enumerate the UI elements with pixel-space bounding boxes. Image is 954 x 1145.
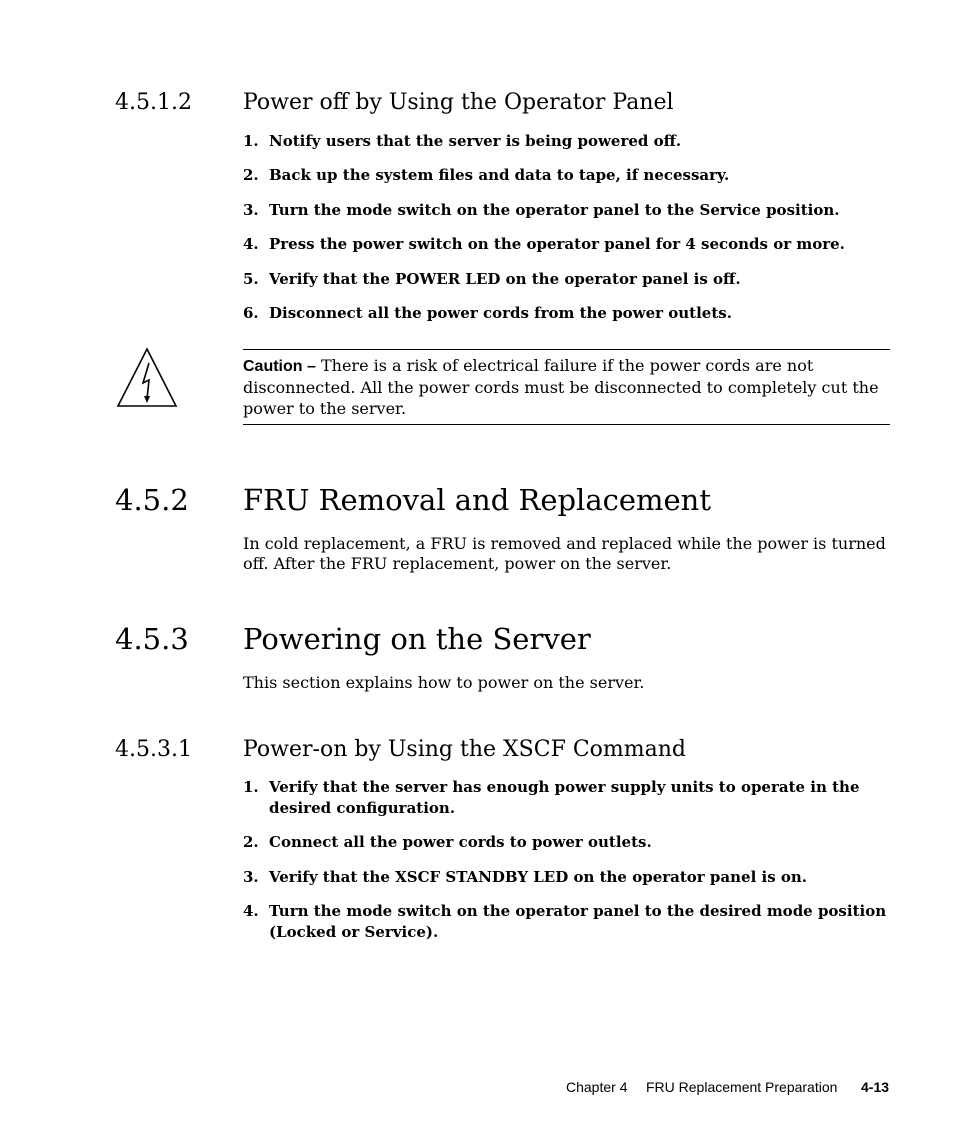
step-text: Back up the system files and data to tape, if necessary.: [269, 166, 730, 184]
caution-top-rule: [243, 349, 890, 350]
list-item: [243, 269, 903, 290]
step-text: Verify that the server has enough power supply units to operate in the desired configuration.: [269, 778, 860, 817]
list-item: [243, 200, 903, 221]
caution-body: There is a risk of electrical failure if the power cords are not disconnected. All the power cords must be disconnected to completely cut the power to the server.: [243, 356, 879, 418]
step-number: 1.: [243, 132, 259, 150]
step-number: 3.: [243, 868, 259, 886]
paragraph: This section explains how to power on the server.: [243, 673, 645, 692]
list-item: [243, 832, 903, 853]
list-item: [243, 234, 903, 255]
footer-chapter-title: FRU Replacement Preparation: [646, 1079, 838, 1095]
list-item: [243, 867, 903, 888]
section-title: Power off by Using the Operator Panel: [243, 90, 674, 115]
section-title: Powering on the Server: [243, 622, 591, 656]
step-number: 4.: [243, 235, 259, 253]
section-number: 4.5.3: [115, 622, 189, 656]
step-number: 2.: [243, 833, 259, 851]
step-number: 2.: [243, 166, 259, 184]
list-item: [243, 165, 903, 186]
step-text: Press the power switch on the operator panel for 4 seconds or more.: [269, 235, 845, 253]
caution-note: [243, 355, 893, 419]
step-number: 1.: [243, 778, 259, 796]
step-text: Turn the mode switch on the operator panel to the desired mode position (Locked or Service).: [269, 902, 887, 941]
caution-label: Caution –: [243, 358, 316, 375]
step-text: Notify users that the server is being powered off.: [269, 132, 682, 150]
step-text: Verify that the XSCF STANDBY LED on the operator panel is on.: [269, 868, 807, 886]
step-number: 3.: [243, 201, 259, 219]
step-text: Verify that the POWER LED on the operator panel is off.: [269, 270, 741, 288]
section-title: FRU Removal and Replacement: [243, 483, 712, 517]
section-number: 4.5.1.2: [115, 90, 192, 115]
list-item: [243, 901, 903, 943]
section-number: 4.5.2: [115, 483, 189, 517]
list-item: [243, 303, 903, 324]
footer-chapter: Chapter 4: [566, 1079, 628, 1095]
caution-bottom-rule: [243, 424, 890, 425]
section-title: Power-on by Using the XSCF Command: [243, 737, 686, 762]
step-text: Turn the mode switch on the operator panel to the Service position.: [269, 201, 840, 219]
step-number: 5.: [243, 270, 259, 288]
step-text: Connect all the power cords to power outlets.: [269, 833, 652, 851]
electrical-hazard-icon: [116, 347, 178, 409]
step-text: Disconnect all the power cords from the power outlets.: [269, 304, 732, 322]
step-number: 6.: [243, 304, 259, 322]
section-number: 4.5.3.1: [115, 737, 192, 762]
list-item: [243, 131, 903, 152]
paragraph: In cold replacement, a FRU is removed and replaced while the power is turned off. After the FRU replacement, power on the server.: [243, 534, 886, 573]
list-item: [243, 777, 903, 819]
step-number: 4.: [243, 902, 259, 920]
page-number: 4-13: [861, 1079, 890, 1095]
